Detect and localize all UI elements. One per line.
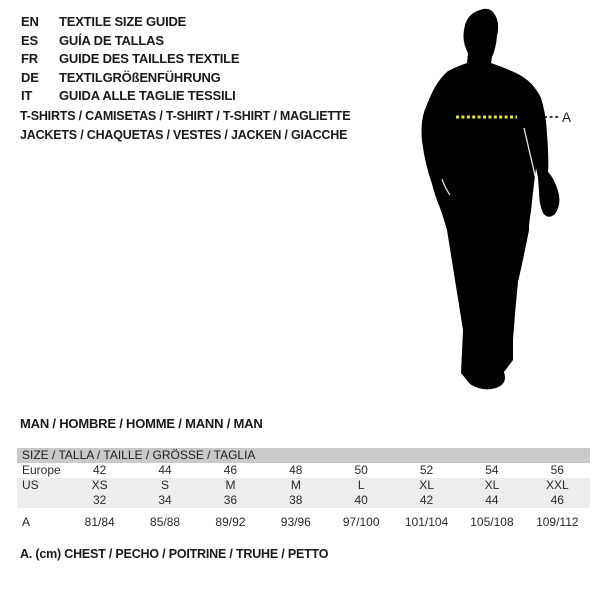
size-value: 109/112 [536, 515, 579, 529]
language-label: TEXTILGRÖßENFÜHRUNG [59, 69, 221, 85]
size-value: 89/92 [215, 515, 246, 529]
table-row-us [17, 478, 590, 493]
size-value: XXL [545, 478, 569, 492]
size-value: 36 [223, 493, 238, 507]
size-value: 32 [93, 493, 107, 507]
language-row-fr [21, 50, 239, 69]
footer-measurement-note: A. (cm) CHEST / PECHO / POITRINE / TRUHE / PETTO [20, 547, 329, 561]
size-value: 44 [485, 493, 499, 507]
size-value: XL [484, 478, 500, 492]
size-value: 81/84 [84, 515, 115, 529]
size-value: M [225, 478, 236, 492]
size-value: 52 [419, 463, 434, 477]
language-label: GUIDA ALLE TAGLIE TESSILI [59, 88, 236, 104]
row-label: Europe [22, 463, 61, 477]
size-value: 46 [223, 463, 238, 477]
size-value: XL [419, 478, 434, 492]
table-row-chest-cm [17, 514, 590, 530]
row-label [17, 493, 67, 508]
language-code: EN [21, 14, 39, 29]
size-value: 56 [550, 463, 564, 477]
size-value: 42 [93, 463, 107, 477]
language-row-es [21, 32, 239, 51]
size-table-header: SIZE / TALLA / TAILLE / GRÖSSE / TAGLIA [17, 448, 590, 463]
man-silhouette-icon [412, 6, 572, 398]
table-row-europe [17, 463, 590, 478]
size-value: 50 [354, 463, 368, 477]
language-code: FR [21, 51, 38, 67]
size-value: S [161, 478, 170, 492]
language-code: ES [21, 32, 38, 48]
size-value: 38 [289, 493, 303, 507]
size-value: 46 [550, 493, 564, 507]
size-value: 48 [289, 463, 303, 477]
size-value: L [357, 478, 365, 492]
row-label: A [22, 515, 31, 529]
size-value: 93/96 [280, 515, 311, 529]
garment-categories [20, 107, 350, 145]
size-value: 101/104 [404, 515, 449, 529]
category-jackets: JACKETS / CHAQUETAS / VESTES / JACKEN / GIACCHE [20, 128, 348, 142]
size-value: 40 [354, 493, 368, 507]
size-value: XS [91, 478, 108, 492]
language-label: TEXTILE SIZE GUIDE [59, 14, 187, 29]
language-code: DE [21, 69, 39, 85]
row-label: US [22, 478, 39, 492]
size-value: 34 [158, 493, 172, 507]
language-row-it [21, 87, 239, 106]
section-title-man: MAN / HOMBRE / HOMME / MANN / MAN [20, 416, 263, 431]
language-label: GUIDE DES TAILLES TEXTILE [59, 51, 240, 67]
size-table [17, 448, 590, 530]
category-tshirts: T-SHIRTS / CAMISETAS / T-SHIRT / T-SHIRT / MAGLIETTE [20, 109, 351, 123]
size-value: 54 [485, 463, 499, 477]
man-silhouette-figure [412, 6, 572, 398]
language-list [21, 13, 239, 106]
size-value: 105/108 [470, 515, 514, 529]
size-value: 44 [158, 463, 172, 477]
language-row-en [21, 13, 239, 32]
measurement-label-a: A [562, 110, 572, 125]
language-row-de [21, 69, 239, 88]
language-label: GUÍA DE TALLAS [59, 32, 164, 48]
table-row-us-numeric [17, 493, 590, 508]
language-code: IT [21, 88, 33, 104]
size-value: 97/100 [342, 515, 380, 529]
size-value: M [290, 478, 301, 492]
size-value: 42 [419, 493, 434, 507]
size-value: 85/88 [150, 515, 181, 529]
